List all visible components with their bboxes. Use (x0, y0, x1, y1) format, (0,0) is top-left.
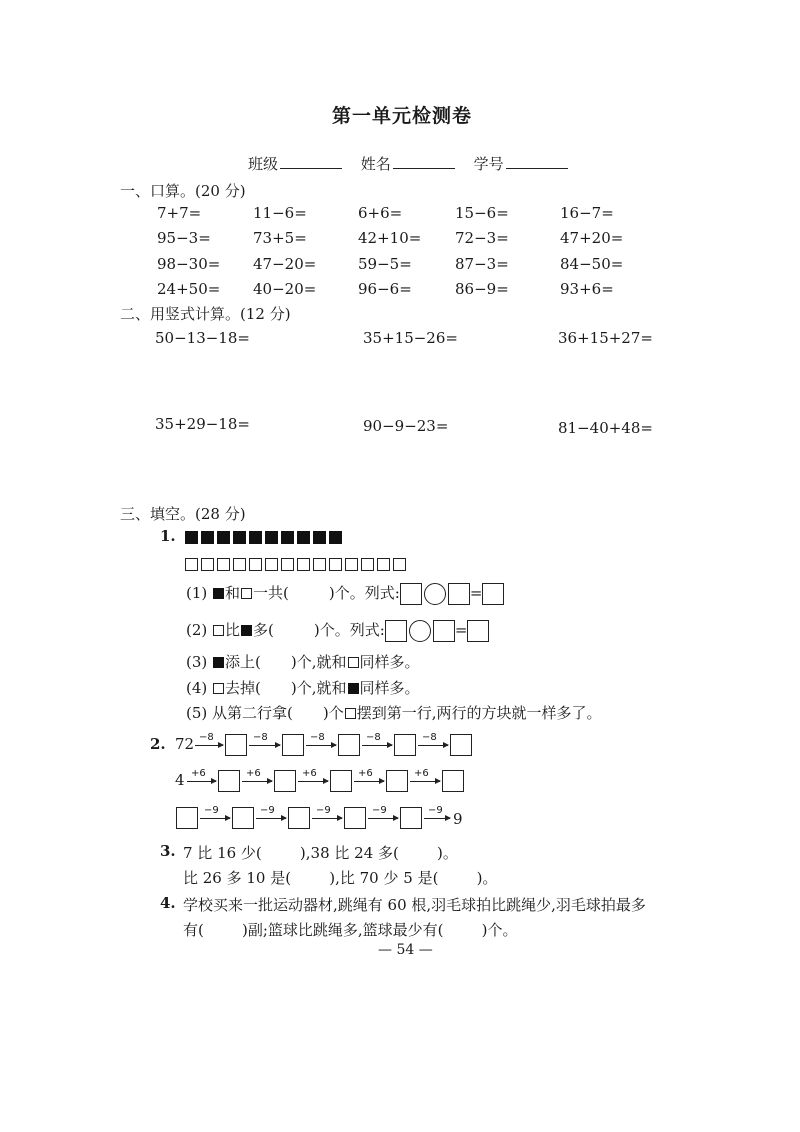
filled-square-icon (265, 531, 278, 544)
empty-square-icon (297, 558, 310, 571)
operation-label: −8 (366, 732, 381, 743)
arrow-icon (312, 818, 342, 819)
q1-part4 (186, 677, 420, 698)
empty-square-icon (377, 558, 390, 571)
answer-box[interactable] (330, 770, 352, 792)
text: 多( (253, 621, 274, 639)
answer-box[interactable] (482, 583, 504, 605)
name-label: 姓名 (360, 155, 391, 173)
mental-math-item: 47+20= (560, 229, 624, 247)
section1-heading: 一、口算。(20 分) (120, 182, 246, 200)
mental-math-item: 11−6= (253, 204, 307, 222)
section3-heading: 三、填空。(28 分) (120, 505, 246, 523)
filled-square-icon (313, 531, 326, 544)
filled-square-icon (241, 625, 252, 636)
name-blank[interactable] (393, 154, 455, 169)
filled-square-icon (217, 531, 230, 544)
empty-square-icon (233, 558, 246, 571)
filled-square-icon (201, 531, 214, 544)
mental-math-item: 96−6= (358, 280, 412, 298)
part-label: (5) (186, 704, 208, 722)
part-label: (4) (186, 679, 208, 697)
answer-box[interactable] (386, 770, 408, 792)
mental-math-item: 93+6= (560, 280, 614, 298)
mental-math-item: 84−50= (560, 255, 624, 273)
empty-square-icon (249, 558, 262, 571)
text: 摆到第一行,两行的方块就一样多了。 (356, 704, 602, 722)
vertical-calc-item: 50−13−18= (155, 329, 250, 347)
filled-square-icon (213, 657, 224, 668)
class-blank[interactable] (280, 154, 342, 169)
empty-square-icon (217, 558, 230, 571)
mental-math-item: 59−5= (358, 255, 412, 273)
text: 去掉( (225, 679, 261, 697)
answer-box[interactable] (225, 734, 247, 756)
q3-line1: 7 比 16 少( ),38 比 24 多( )。 (183, 844, 458, 862)
text: 一共( (253, 584, 289, 602)
empty-square-icon (265, 558, 278, 571)
id-label: 学号 (473, 155, 504, 173)
id-blank[interactable] (506, 154, 568, 169)
operation-label: −8 (253, 732, 268, 743)
text: )个,就和 (290, 653, 347, 671)
mental-math-item: 16−7= (560, 204, 614, 222)
operation-label: −9 (372, 805, 387, 816)
operation-label: +6 (358, 768, 373, 779)
vertical-calc-item: 36+15+27= (558, 329, 653, 347)
part-label: (1) (186, 584, 208, 602)
text: )个,就和 (290, 679, 347, 697)
empty-square-icon (201, 558, 214, 571)
q1-part5 (186, 702, 602, 723)
operator-circle[interactable] (424, 583, 446, 605)
mental-math-item: 15−6= (455, 204, 509, 222)
text: 和 (225, 584, 241, 602)
vertical-calc-item: 90−9−23= (363, 417, 449, 435)
arrow-icon (306, 745, 336, 746)
arrow-icon (249, 745, 280, 746)
answer-box[interactable] (232, 807, 254, 829)
arrow-icon (298, 781, 328, 782)
filled-squares-row (185, 529, 345, 548)
empty-square-icon (345, 708, 356, 719)
arrow-icon (354, 781, 384, 782)
mental-math-item: 87−3= (455, 255, 509, 273)
q4-line2: 有( )副;篮球比跳绳多,篮球最少有( )个。 (183, 921, 518, 939)
answer-box[interactable] (400, 583, 422, 605)
filled-square-icon (281, 531, 294, 544)
answer-box[interactable] (450, 734, 472, 756)
operation-label: −8 (422, 732, 437, 743)
arrow-icon (424, 818, 450, 819)
q3-number: 3. (160, 842, 176, 860)
answer-box[interactable] (400, 807, 422, 829)
arrow-icon (200, 818, 230, 819)
arrow-icon (362, 745, 392, 746)
operation-label: −9 (428, 805, 443, 816)
filled-square-icon (329, 531, 342, 544)
answer-box[interactable] (385, 620, 407, 642)
answer-box[interactable] (394, 734, 416, 756)
q4-line1: 学校买来一批运动器材,跳绳有 60 根,羽毛球拍比跳绳少,羽毛球拍最多 (183, 896, 646, 914)
filled-square-icon (185, 531, 198, 544)
equals-sign: = (454, 621, 468, 639)
mental-math-item: 7+7= (157, 204, 202, 222)
q2-number: 2. (150, 735, 166, 753)
answer-box[interactable] (176, 807, 198, 829)
text: 从第二行拿( (212, 704, 293, 722)
info-line (248, 153, 582, 174)
empty-square-icon (281, 558, 294, 571)
class-label: 班级 (248, 155, 279, 173)
start-number: 4 (175, 771, 185, 789)
arrow-icon (242, 781, 272, 782)
q1-part3 (186, 651, 420, 672)
part-label: (3) (186, 653, 208, 671)
vertical-calc-item: 81−40+48= (558, 419, 653, 437)
mental-math-item: 40−20= (253, 280, 317, 298)
mental-math-item: 73+5= (253, 229, 307, 247)
operation-label: −9 (316, 805, 331, 816)
text: 比 (225, 621, 241, 639)
empty-square-icon (345, 558, 358, 571)
answer-box[interactable] (282, 734, 304, 756)
vertical-calc-item: 35+15−26= (363, 329, 458, 347)
q1-part1 (186, 582, 504, 605)
filled-square-icon (348, 683, 359, 694)
q3-line2: 比 26 多 10 是( ),比 70 少 5 是( )。 (183, 869, 498, 887)
empty-square-icon (185, 558, 198, 571)
answer-box[interactable] (338, 734, 360, 756)
page-title: 第一单元检测卷 (332, 105, 473, 127)
mental-math-item: 6+6= (358, 204, 403, 222)
empty-square-icon (329, 558, 342, 571)
mental-math-item: 86−9= (455, 280, 509, 298)
answer-box[interactable] (274, 770, 296, 792)
arrow-icon (195, 745, 223, 746)
arrow-icon (256, 818, 286, 819)
empty-square-icon (393, 558, 406, 571)
filled-square-icon (249, 531, 262, 544)
q1-number: 1. (160, 527, 176, 545)
operation-label: −9 (204, 805, 219, 816)
end-number: 9 (453, 810, 463, 828)
text: )个。列式: (328, 584, 400, 602)
answer-box[interactable] (433, 620, 455, 642)
answer-box[interactable] (288, 807, 310, 829)
mental-math-item: 24+50= (157, 280, 221, 298)
filled-square-icon (233, 531, 246, 544)
arrow-icon (410, 781, 440, 782)
operation-label: −8 (310, 732, 325, 743)
q1-part2 (186, 619, 489, 642)
filled-square-icon (213, 588, 224, 599)
arrow-icon (368, 818, 398, 819)
operation-label: −9 (260, 805, 275, 816)
answer-box[interactable] (344, 807, 366, 829)
empty-square-icon (241, 588, 252, 599)
text: )个 (322, 704, 344, 722)
empty-square-icon (213, 683, 224, 694)
filled-square-icon (297, 531, 310, 544)
vertical-calc-item: 35+29−18= (155, 415, 250, 433)
text: )个。列式: (313, 621, 385, 639)
empty-square-icon (348, 657, 359, 668)
mental-math-item: 72−3= (455, 229, 509, 247)
operation-label: +6 (246, 768, 261, 779)
operator-circle[interactable] (409, 620, 431, 642)
answer-box[interactable] (467, 620, 489, 642)
text: 同样多。 (359, 679, 420, 697)
section2-heading: 二、用竖式计算。(12 分) (120, 305, 291, 323)
empty-squares-row (185, 556, 409, 575)
operation-label: +6 (302, 768, 317, 779)
page-number: — 54 — (378, 942, 433, 958)
empty-square-icon (361, 558, 374, 571)
mental-math-item: 98−30= (157, 255, 221, 273)
arrow-icon (418, 745, 448, 746)
equals-sign: = (469, 584, 483, 602)
answer-box[interactable] (218, 770, 240, 792)
start-number: 72 (175, 735, 195, 753)
text: 添上( (225, 653, 261, 671)
operation-label: +6 (191, 768, 206, 779)
text: 同样多。 (359, 653, 420, 671)
part-label: (2) (186, 621, 208, 639)
operation-label: +6 (414, 768, 429, 779)
empty-square-icon (213, 625, 224, 636)
q4-number: 4. (160, 894, 176, 912)
mental-math-item: 95−3= (157, 229, 211, 247)
arrow-icon (187, 781, 216, 782)
mental-math-item: 42+10= (358, 229, 422, 247)
answer-box[interactable] (448, 583, 470, 605)
mental-math-item: 47−20= (253, 255, 317, 273)
answer-box[interactable] (442, 770, 464, 792)
empty-square-icon (313, 558, 326, 571)
operation-label: −8 (199, 732, 214, 743)
